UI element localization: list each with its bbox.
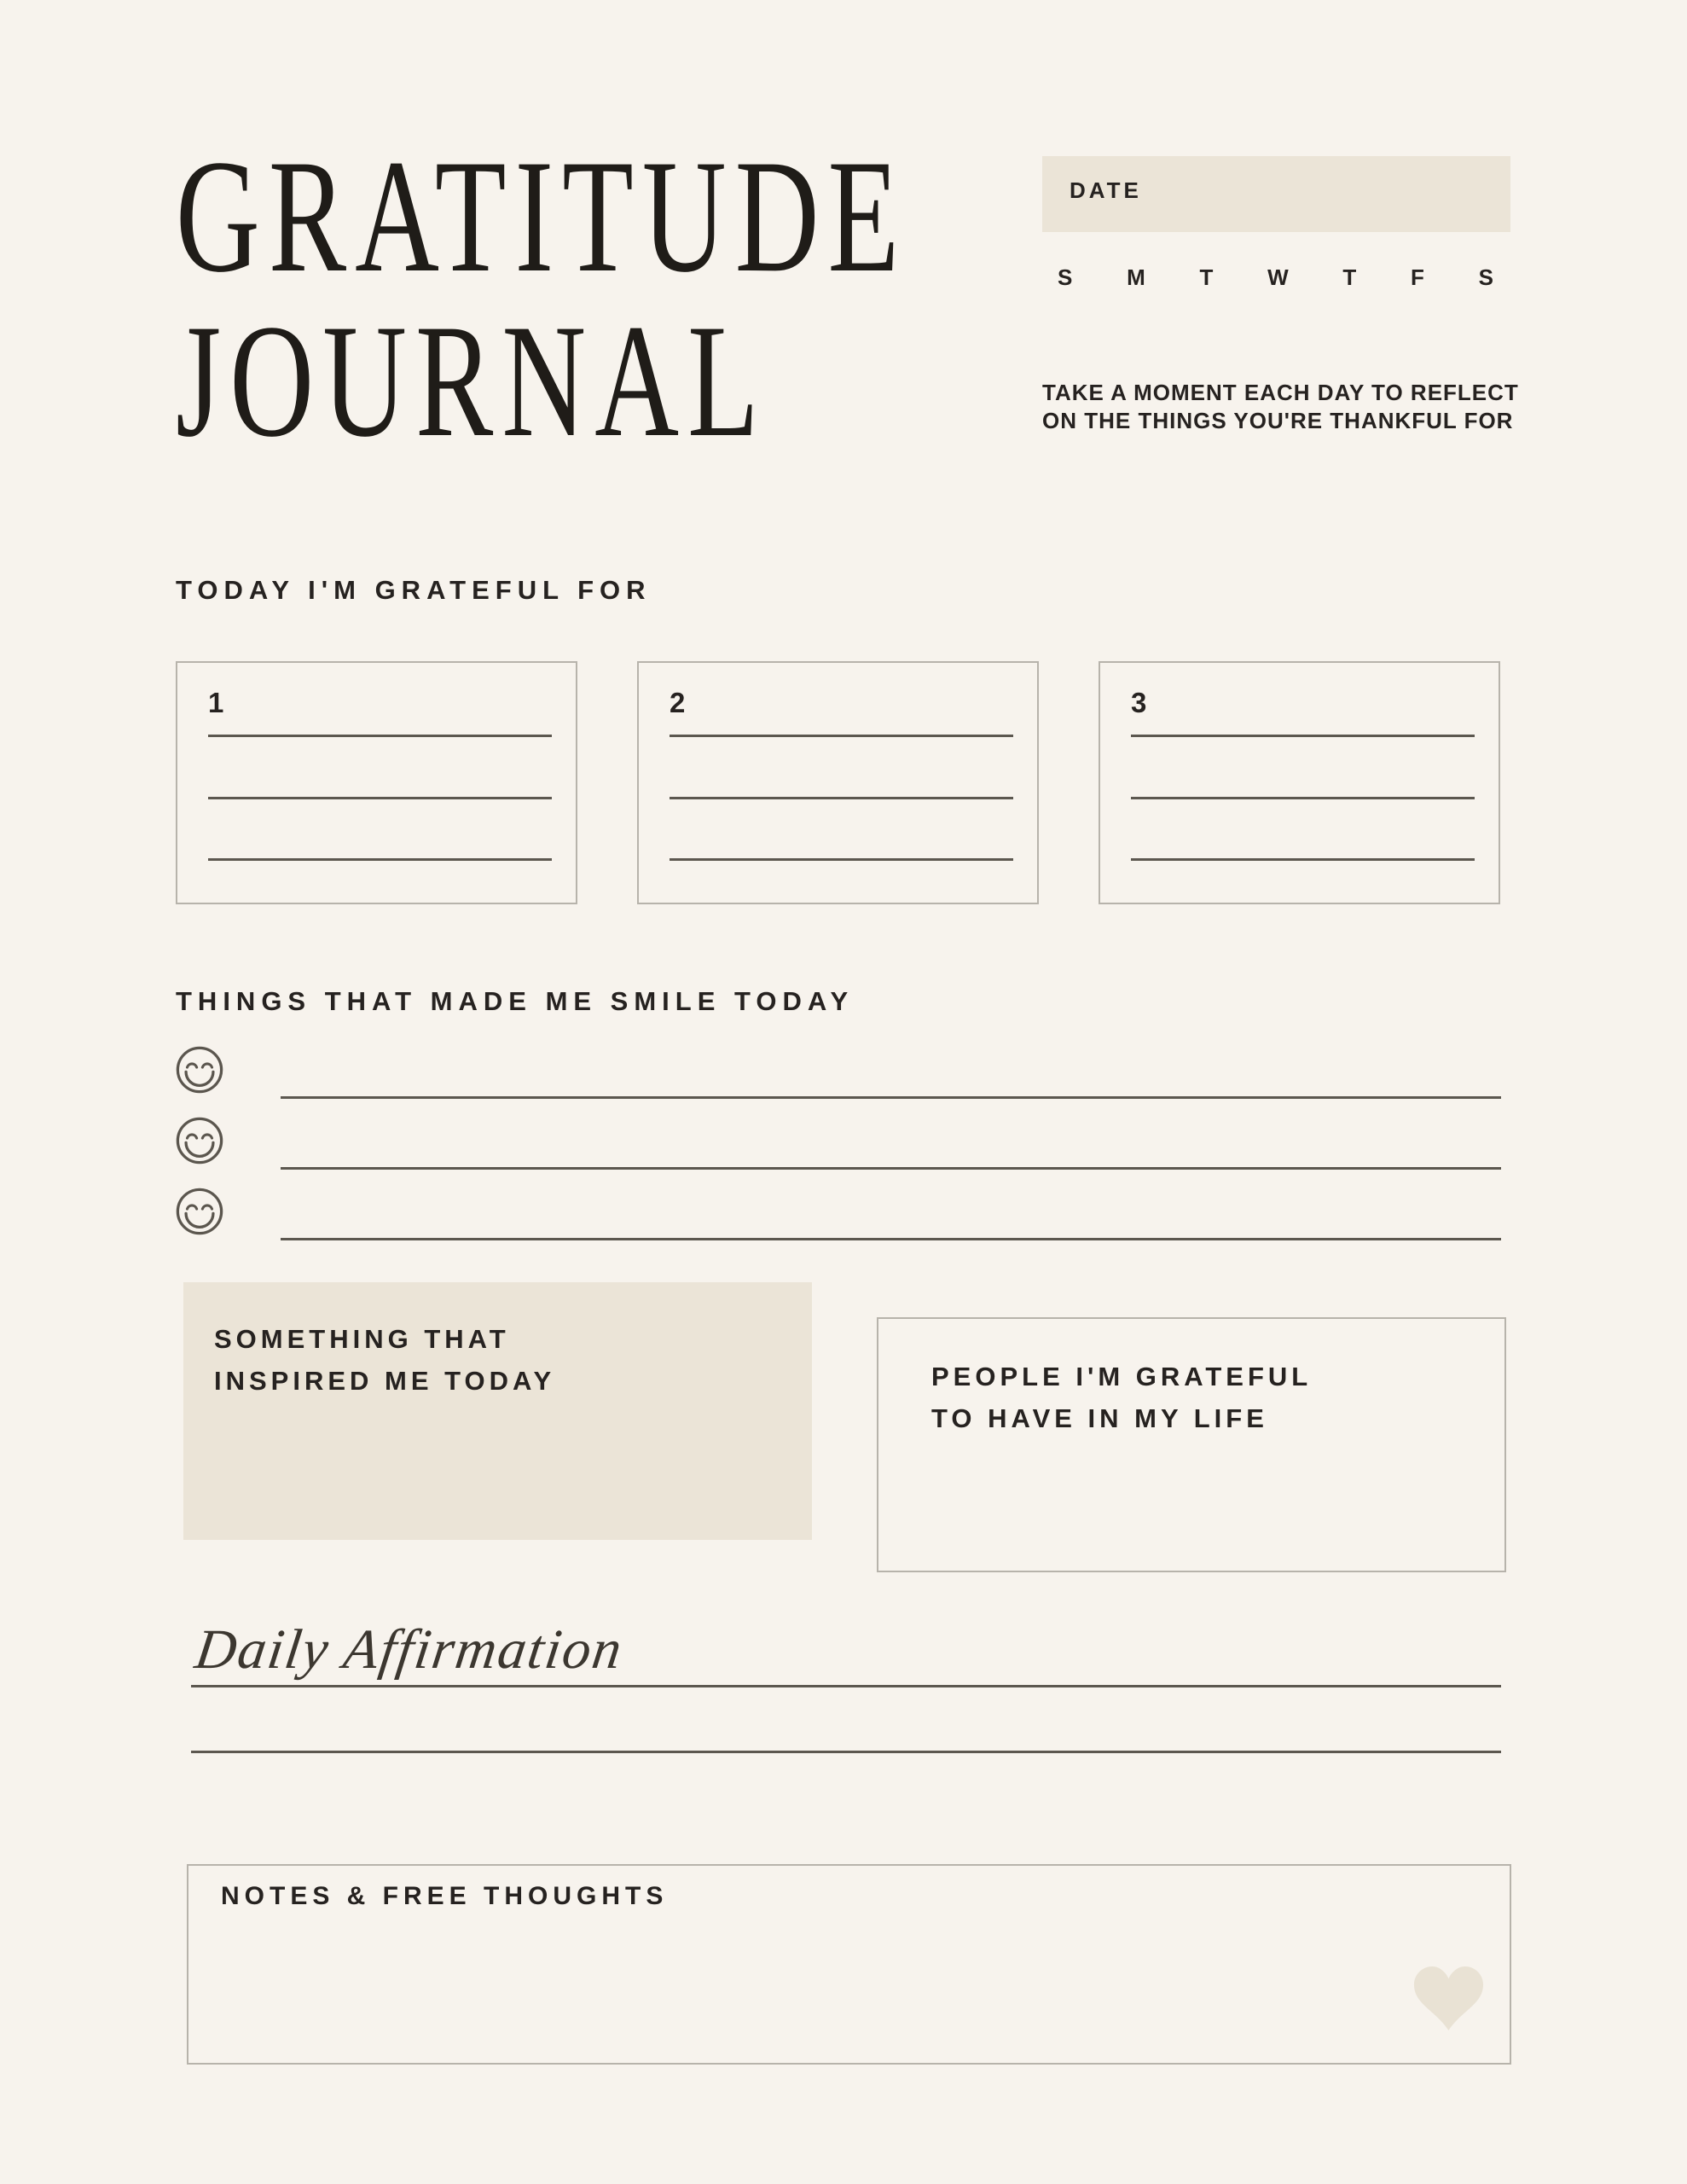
- writing-line[interactable]: [208, 858, 552, 861]
- inspired-heading: [214, 1318, 812, 1402]
- inspired-section-box[interactable]: [183, 1282, 812, 1540]
- writing-line[interactable]: [1131, 797, 1475, 799]
- writing-line[interactable]: [1131, 735, 1475, 737]
- page-title-line-2: JOURNAL: [176, 292, 768, 471]
- writing-line[interactable]: [208, 797, 552, 799]
- writing-line[interactable]: [191, 1751, 1501, 1753]
- writing-line[interactable]: [208, 735, 552, 737]
- writing-line[interactable]: [670, 735, 1013, 737]
- weekday-friday[interactable]: F: [1411, 264, 1425, 290]
- notes-heading: NOTES & FREE THOUGHTS: [221, 1882, 669, 1910]
- people-heading-line-2: TO HAVE IN MY LIFE: [931, 1403, 1268, 1433]
- weekday-wednesday[interactable]: W: [1267, 264, 1290, 290]
- writing-line[interactable]: [281, 1167, 1501, 1170]
- smiley-face-icon: [175, 1187, 224, 1236]
- writing-line[interactable]: [191, 1685, 1501, 1687]
- smiley-face-icon: [175, 1045, 224, 1095]
- grateful-entry-number: 2: [670, 687, 686, 718]
- grateful-entry-number: 1: [208, 687, 224, 718]
- weekday-selector[interactable]: [1058, 264, 1494, 291]
- writing-line[interactable]: [670, 858, 1013, 861]
- people-heading: [931, 1356, 1504, 1439]
- date-field[interactable]: [1042, 156, 1510, 232]
- grateful-section-heading: TODAY I'M GRATEFUL FOR: [176, 575, 652, 605]
- inspired-heading-line-2: INSPIRED ME TODAY: [214, 1366, 556, 1396]
- writing-line[interactable]: [281, 1096, 1501, 1099]
- inspired-heading-line-1: SOMETHING THAT: [214, 1324, 510, 1354]
- people-heading-line-1: PEOPLE I'M GRATEFUL: [931, 1362, 1313, 1391]
- writing-line[interactable]: [1131, 858, 1475, 861]
- grateful-entry-box-2[interactable]: [637, 661, 1039, 904]
- grateful-entry-box-1[interactable]: [176, 661, 577, 904]
- page-title-line-1: GRATITUDE: [176, 127, 908, 306]
- notes-section-box[interactable]: [187, 1864, 1511, 2065]
- smiley-face-icon: [175, 1116, 224, 1165]
- weekday-thursday[interactable]: T: [1342, 264, 1358, 290]
- grateful-entry-number: 3: [1131, 687, 1147, 718]
- weekday-monday[interactable]: M: [1127, 264, 1146, 290]
- date-label: DATE: [1070, 177, 1142, 203]
- grateful-entry-box-3[interactable]: [1099, 661, 1500, 904]
- weekday-sunday[interactable]: S: [1058, 264, 1074, 290]
- tagline: TAKE A MOMENT EACH DAY TO REFLECT ON THE THINGS YOU'RE THANKFUL FOR: [1042, 380, 1519, 433]
- weekday-saturday[interactable]: S: [1478, 264, 1494, 290]
- daily-affirmation-heading: Daily Affirmation: [191, 1618, 628, 1681]
- writing-line[interactable]: [670, 797, 1013, 799]
- heart-icon: [1413, 1966, 1484, 2030]
- smile-section-heading: THINGS THAT MADE ME SMILE TODAY: [176, 986, 855, 1016]
- weekday-tuesday[interactable]: T: [1199, 264, 1215, 290]
- people-section-box[interactable]: [877, 1317, 1506, 1572]
- writing-line[interactable]: [281, 1238, 1501, 1240]
